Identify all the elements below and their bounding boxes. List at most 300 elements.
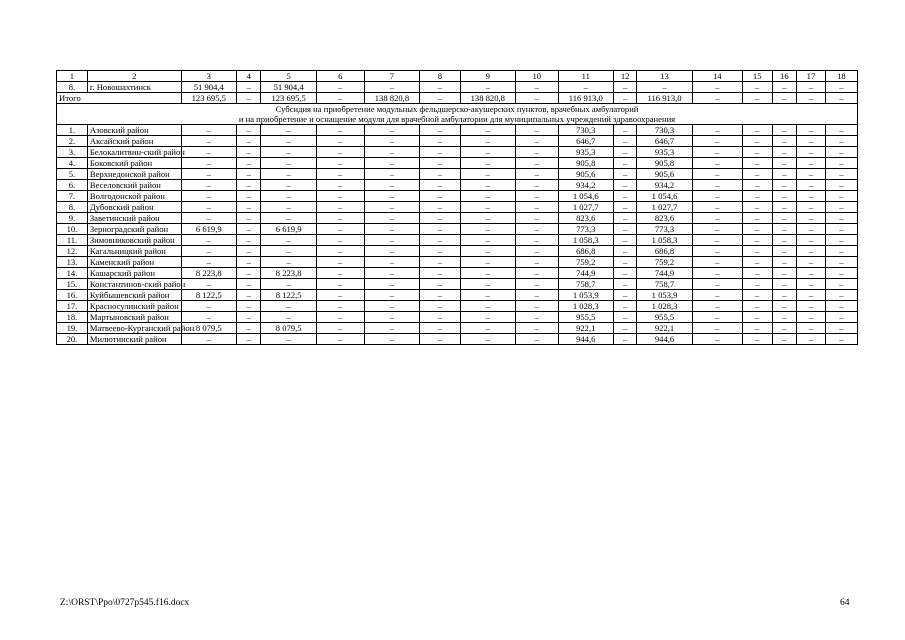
column-number-cell: 2	[87, 71, 181, 82]
value-cell: –	[797, 312, 826, 323]
value-cell: –	[515, 279, 558, 290]
value-cell: –	[742, 246, 772, 257]
district-name-cell: г. Новошахтинск	[87, 82, 181, 93]
value-cell: –	[825, 213, 857, 224]
value-cell: –	[261, 191, 316, 202]
value-cell: –	[797, 191, 826, 202]
value-cell: –	[316, 268, 364, 279]
value-cell: 1 028,3	[558, 301, 613, 312]
value-cell: –	[772, 257, 796, 268]
value-cell: –	[613, 268, 636, 279]
value-cell: 744,9	[558, 268, 613, 279]
value-cell: 944,6	[558, 334, 613, 345]
district-name-cell: Волгодонской район	[87, 191, 181, 202]
value-cell: –	[825, 136, 857, 147]
table-row	[57, 136, 858, 147]
value-cell: –	[515, 169, 558, 180]
table-body	[57, 71, 858, 345]
value-cell: 1 053,9	[558, 290, 613, 301]
value-cell: –	[692, 191, 742, 202]
value-cell: –	[515, 213, 558, 224]
value-cell: –	[692, 268, 742, 279]
value-cell: –	[181, 202, 236, 213]
value-cell: –	[181, 312, 236, 323]
value-cell: –	[236, 158, 260, 169]
district-name-cell: Мартыновский район	[87, 312, 181, 323]
total-value-cell: –	[420, 93, 460, 104]
value-cell: –	[825, 257, 857, 268]
column-number-cell: 9	[460, 71, 515, 82]
row-number-cell: 15.	[57, 279, 88, 290]
row-number-cell: 9.	[57, 213, 88, 224]
value-cell: 905,6	[637, 169, 692, 180]
value-cell: –	[261, 169, 316, 180]
table-row	[57, 246, 858, 257]
value-cell: –	[742, 147, 772, 158]
value-cell: –	[613, 213, 636, 224]
column-number-row	[57, 71, 858, 82]
table-row	[57, 334, 858, 345]
row-number-cell: 16.	[57, 290, 88, 301]
value-cell: –	[316, 125, 364, 136]
value-cell: –	[613, 235, 636, 246]
row-number-cell: 17.	[57, 301, 88, 312]
table-row	[57, 180, 858, 191]
value-cell: 823,6	[558, 213, 613, 224]
column-number-cell: 7	[364, 71, 419, 82]
value-cell: –	[613, 191, 636, 202]
value-cell: –	[316, 246, 364, 257]
value-cell: –	[236, 169, 260, 180]
value-cell: –	[364, 334, 419, 345]
value-cell: –	[772, 235, 796, 246]
value-cell: –	[181, 169, 236, 180]
value-cell: –	[797, 82, 826, 93]
value-cell: –	[181, 191, 236, 202]
value-cell: –	[364, 312, 419, 323]
value-cell: –	[692, 180, 742, 191]
value-cell: –	[460, 290, 515, 301]
table-row	[57, 279, 858, 290]
value-cell: 6 619,9	[261, 224, 316, 235]
value-cell: 730,3	[637, 125, 692, 136]
value-cell: –	[236, 235, 260, 246]
value-cell: –	[515, 180, 558, 191]
value-cell: –	[692, 147, 742, 158]
total-value-cell: 116 913,0	[637, 93, 692, 104]
value-cell: –	[692, 136, 742, 147]
value-cell: –	[460, 301, 515, 312]
value-cell: –	[772, 246, 796, 257]
value-cell: 646,7	[637, 136, 692, 147]
row-number-cell: 14.	[57, 268, 88, 279]
value-cell: 8 223,8	[261, 268, 316, 279]
value-cell: –	[364, 323, 419, 334]
value-cell: –	[420, 158, 460, 169]
value-cell: –	[316, 257, 364, 268]
value-cell: –	[772, 323, 796, 334]
value-cell: –	[825, 180, 857, 191]
value-cell: 1 054,6	[637, 191, 692, 202]
value-cell: 823,6	[637, 213, 692, 224]
value-cell: –	[613, 312, 636, 323]
value-cell: –	[613, 125, 636, 136]
table-row	[57, 202, 858, 213]
value-cell: –	[742, 224, 772, 235]
value-cell: 686,8	[637, 246, 692, 257]
district-name-cell: Кагальницкий район	[87, 246, 181, 257]
value-cell: –	[181, 136, 236, 147]
section-title-line: и на приобретение и оснащение модуля для врачебной амбулатории для муниципальных учреждений здравоохранения	[238, 114, 676, 124]
value-cell: –	[797, 136, 826, 147]
value-cell: 8 223,8	[181, 268, 236, 279]
row-number-cell: 3.	[57, 147, 88, 158]
value-cell: –	[460, 147, 515, 158]
value-cell: –	[825, 268, 857, 279]
total-value-cell: –	[797, 93, 826, 104]
value-cell: –	[692, 169, 742, 180]
value-cell: 1 054,6	[558, 191, 613, 202]
value-cell: –	[261, 334, 316, 345]
value-cell: –	[742, 213, 772, 224]
column-number-cell: 13	[637, 71, 692, 82]
value-cell: –	[772, 213, 796, 224]
value-cell: –	[825, 312, 857, 323]
value-cell: –	[692, 301, 742, 312]
value-cell: 1 058,3	[558, 235, 613, 246]
column-number-cell: 11	[558, 71, 613, 82]
value-cell: –	[692, 323, 742, 334]
value-cell: 1 053,9	[637, 290, 692, 301]
total-value-cell: –	[742, 93, 772, 104]
value-cell: –	[692, 246, 742, 257]
row-number-cell: 8.	[57, 202, 88, 213]
value-cell: –	[825, 169, 857, 180]
value-cell: –	[460, 158, 515, 169]
value-cell: –	[742, 235, 772, 246]
value-cell: –	[742, 82, 772, 93]
value-cell: –	[558, 82, 613, 93]
value-cell: –	[772, 158, 796, 169]
district-name-cell: Милютинский район	[87, 334, 181, 345]
value-cell: –	[797, 301, 826, 312]
value-cell: –	[261, 136, 316, 147]
district-name-cell: Зерноградский район	[87, 224, 181, 235]
total-value-cell: –	[316, 93, 364, 104]
value-cell: –	[181, 334, 236, 345]
value-cell: –	[742, 312, 772, 323]
value-cell: –	[825, 125, 857, 136]
value-cell: –	[236, 279, 260, 290]
value-cell: –	[613, 290, 636, 301]
value-cell: –	[515, 312, 558, 323]
value-cell: –	[797, 147, 826, 158]
value-cell: –	[364, 301, 419, 312]
row-number-cell: 5.	[57, 169, 88, 180]
value-cell: –	[460, 191, 515, 202]
table-row	[57, 312, 858, 323]
value-cell: –	[236, 82, 260, 93]
value-cell: 646,7	[558, 136, 613, 147]
value-cell: –	[261, 147, 316, 158]
value-cell: 1 028,3	[637, 301, 692, 312]
value-cell: –	[420, 279, 460, 290]
value-cell: –	[420, 290, 460, 301]
value-cell: –	[460, 246, 515, 257]
value-cell: –	[364, 169, 419, 180]
district-name-cell: Зимовниковский район	[87, 235, 181, 246]
value-cell: –	[261, 213, 316, 224]
value-cell: 51 904,4	[181, 82, 236, 93]
value-cell: –	[420, 268, 460, 279]
value-cell: –	[797, 180, 826, 191]
column-number-cell: 1	[57, 71, 88, 82]
value-cell: –	[316, 169, 364, 180]
value-cell: –	[825, 235, 857, 246]
district-name-cell: Верхнедонской район	[87, 169, 181, 180]
value-cell: –	[420, 246, 460, 257]
value-cell: –	[261, 158, 316, 169]
row-number-cell: 1.	[57, 125, 88, 136]
section-title-row	[57, 104, 858, 125]
value-cell: –	[364, 202, 419, 213]
value-cell: –	[261, 301, 316, 312]
value-cell: 922,1	[637, 323, 692, 334]
value-cell: –	[742, 268, 772, 279]
district-name-cell: Каменский район	[87, 257, 181, 268]
value-cell: –	[236, 312, 260, 323]
value-cell: –	[236, 125, 260, 136]
column-number-cell: 10	[515, 71, 558, 82]
table-row	[57, 257, 858, 268]
value-cell: –	[515, 235, 558, 246]
table-row	[57, 191, 858, 202]
value-cell: 6 619,9	[181, 224, 236, 235]
value-cell: –	[364, 147, 419, 158]
value-cell: –	[797, 169, 826, 180]
column-number-cell: 16	[772, 71, 796, 82]
value-cell: –	[692, 224, 742, 235]
value-cell: 1 027,7	[637, 202, 692, 213]
value-cell: –	[460, 82, 515, 93]
value-cell: –	[772, 202, 796, 213]
total-value-cell: 123 695,5	[181, 93, 236, 104]
row-number-cell: 4.	[57, 158, 88, 169]
value-cell: –	[261, 312, 316, 323]
value-cell: –	[515, 125, 558, 136]
value-cell: –	[316, 213, 364, 224]
value-cell: –	[692, 213, 742, 224]
value-cell: –	[460, 257, 515, 268]
value-cell: –	[515, 147, 558, 158]
value-cell: –	[364, 224, 419, 235]
value-cell: –	[825, 334, 857, 345]
value-cell: –	[613, 136, 636, 147]
row-number-cell: 8.	[57, 82, 88, 93]
value-cell: –	[261, 279, 316, 290]
value-cell: 935,3	[558, 147, 613, 158]
value-cell: –	[692, 158, 742, 169]
value-cell: –	[364, 136, 419, 147]
value-cell: 773,3	[558, 224, 613, 235]
value-cell: –	[613, 224, 636, 235]
value-cell: –	[825, 290, 857, 301]
value-cell: –	[515, 323, 558, 334]
value-cell: –	[772, 224, 796, 235]
value-cell: 8 079,5	[261, 323, 316, 334]
value-cell: –	[236, 136, 260, 147]
value-cell: –	[692, 279, 742, 290]
value-cell: –	[825, 191, 857, 202]
value-cell: –	[364, 268, 419, 279]
table-row	[57, 268, 858, 279]
value-cell: –	[420, 202, 460, 213]
value-cell: –	[797, 246, 826, 257]
total-value-cell: –	[515, 93, 558, 104]
value-cell: –	[236, 301, 260, 312]
value-cell: –	[236, 323, 260, 334]
total-value-cell: 116 913,0	[558, 93, 613, 104]
value-cell: –	[772, 82, 796, 93]
value-cell: 905,8	[637, 158, 692, 169]
column-number-cell: 12	[613, 71, 636, 82]
value-cell: –	[742, 290, 772, 301]
value-cell: 934,2	[637, 180, 692, 191]
value-cell: –	[181, 279, 236, 290]
value-cell: 759,2	[637, 257, 692, 268]
value-cell: 944,6	[637, 334, 692, 345]
value-cell: 955,5	[637, 312, 692, 323]
value-cell: –	[420, 301, 460, 312]
value-cell: –	[460, 136, 515, 147]
value-cell: –	[420, 334, 460, 345]
value-cell: –	[364, 125, 419, 136]
value-cell: 758,7	[637, 279, 692, 290]
district-name-cell: Белокалитвин-ский район	[87, 147, 181, 158]
value-cell: –	[420, 147, 460, 158]
value-cell: –	[261, 125, 316, 136]
value-cell: –	[364, 213, 419, 224]
value-cell: –	[797, 202, 826, 213]
value-cell: –	[515, 257, 558, 268]
section-title-cell	[57, 104, 858, 125]
value-cell: –	[692, 290, 742, 301]
value-cell: –	[316, 180, 364, 191]
value-cell: –	[420, 224, 460, 235]
table-row	[57, 235, 858, 246]
value-cell: 905,8	[558, 158, 613, 169]
value-cell: –	[316, 323, 364, 334]
value-cell: –	[181, 301, 236, 312]
value-cell: –	[316, 334, 364, 345]
total-label-cell: Итого	[57, 93, 182, 104]
value-cell: –	[460, 312, 515, 323]
table-row	[57, 125, 858, 136]
value-cell: –	[316, 202, 364, 213]
value-cell: –	[181, 158, 236, 169]
column-number-cell: 3	[181, 71, 236, 82]
value-cell: –	[420, 257, 460, 268]
value-cell: –	[742, 158, 772, 169]
table-row	[57, 158, 858, 169]
value-cell: 686,8	[558, 246, 613, 257]
value-cell: –	[236, 213, 260, 224]
value-cell: 905,6	[558, 169, 613, 180]
value-cell: –	[261, 180, 316, 191]
value-cell: 8 122,5	[261, 290, 316, 301]
value-cell: –	[236, 257, 260, 268]
value-cell: –	[316, 136, 364, 147]
value-cell: 773,3	[637, 224, 692, 235]
value-cell: –	[236, 147, 260, 158]
value-cell: –	[316, 224, 364, 235]
value-cell: –	[772, 191, 796, 202]
value-cell: –	[316, 235, 364, 246]
value-cell: –	[515, 268, 558, 279]
value-cell: –	[825, 224, 857, 235]
budget-table	[56, 70, 858, 345]
value-cell: –	[772, 147, 796, 158]
value-cell: –	[515, 202, 558, 213]
value-cell: –	[613, 82, 636, 93]
value-cell: –	[181, 125, 236, 136]
value-cell: –	[316, 158, 364, 169]
district-name-cell: Аксайский район	[87, 136, 181, 147]
value-cell: –	[515, 334, 558, 345]
value-cell: –	[236, 246, 260, 257]
value-cell: 1 027,7	[558, 202, 613, 213]
value-cell: –	[772, 180, 796, 191]
value-cell: –	[515, 158, 558, 169]
value-cell: –	[515, 301, 558, 312]
value-cell: –	[825, 202, 857, 213]
table-row	[57, 224, 858, 235]
value-cell: –	[181, 180, 236, 191]
row-number-cell: 7.	[57, 191, 88, 202]
value-cell: –	[460, 213, 515, 224]
value-cell: –	[797, 125, 826, 136]
value-cell: –	[825, 301, 857, 312]
total-value-cell: –	[236, 93, 260, 104]
value-cell: –	[181, 257, 236, 268]
value-cell: 744,9	[637, 268, 692, 279]
value-cell: –	[460, 202, 515, 213]
value-cell: 922,1	[558, 323, 613, 334]
district-name-cell: Кашарский район	[87, 268, 181, 279]
district-name-cell: Константинов-ский район	[87, 279, 181, 290]
value-cell: –	[613, 334, 636, 345]
value-cell: 8 122,5	[181, 290, 236, 301]
district-name-cell: Боковский район	[87, 158, 181, 169]
value-cell: –	[825, 147, 857, 158]
value-cell: –	[692, 312, 742, 323]
value-cell: –	[825, 158, 857, 169]
value-cell: –	[420, 323, 460, 334]
value-cell: –	[460, 235, 515, 246]
table-row	[57, 169, 858, 180]
value-cell: –	[772, 312, 796, 323]
value-cell: –	[364, 279, 419, 290]
table-row	[57, 301, 858, 312]
value-cell: 935,3	[637, 147, 692, 158]
table-row	[57, 82, 858, 93]
value-cell: –	[181, 213, 236, 224]
total-value-cell: 123 695,5	[261, 93, 316, 104]
value-cell: –	[692, 257, 742, 268]
column-number-cell: 15	[742, 71, 772, 82]
value-cell: –	[460, 323, 515, 334]
value-cell: –	[420, 235, 460, 246]
